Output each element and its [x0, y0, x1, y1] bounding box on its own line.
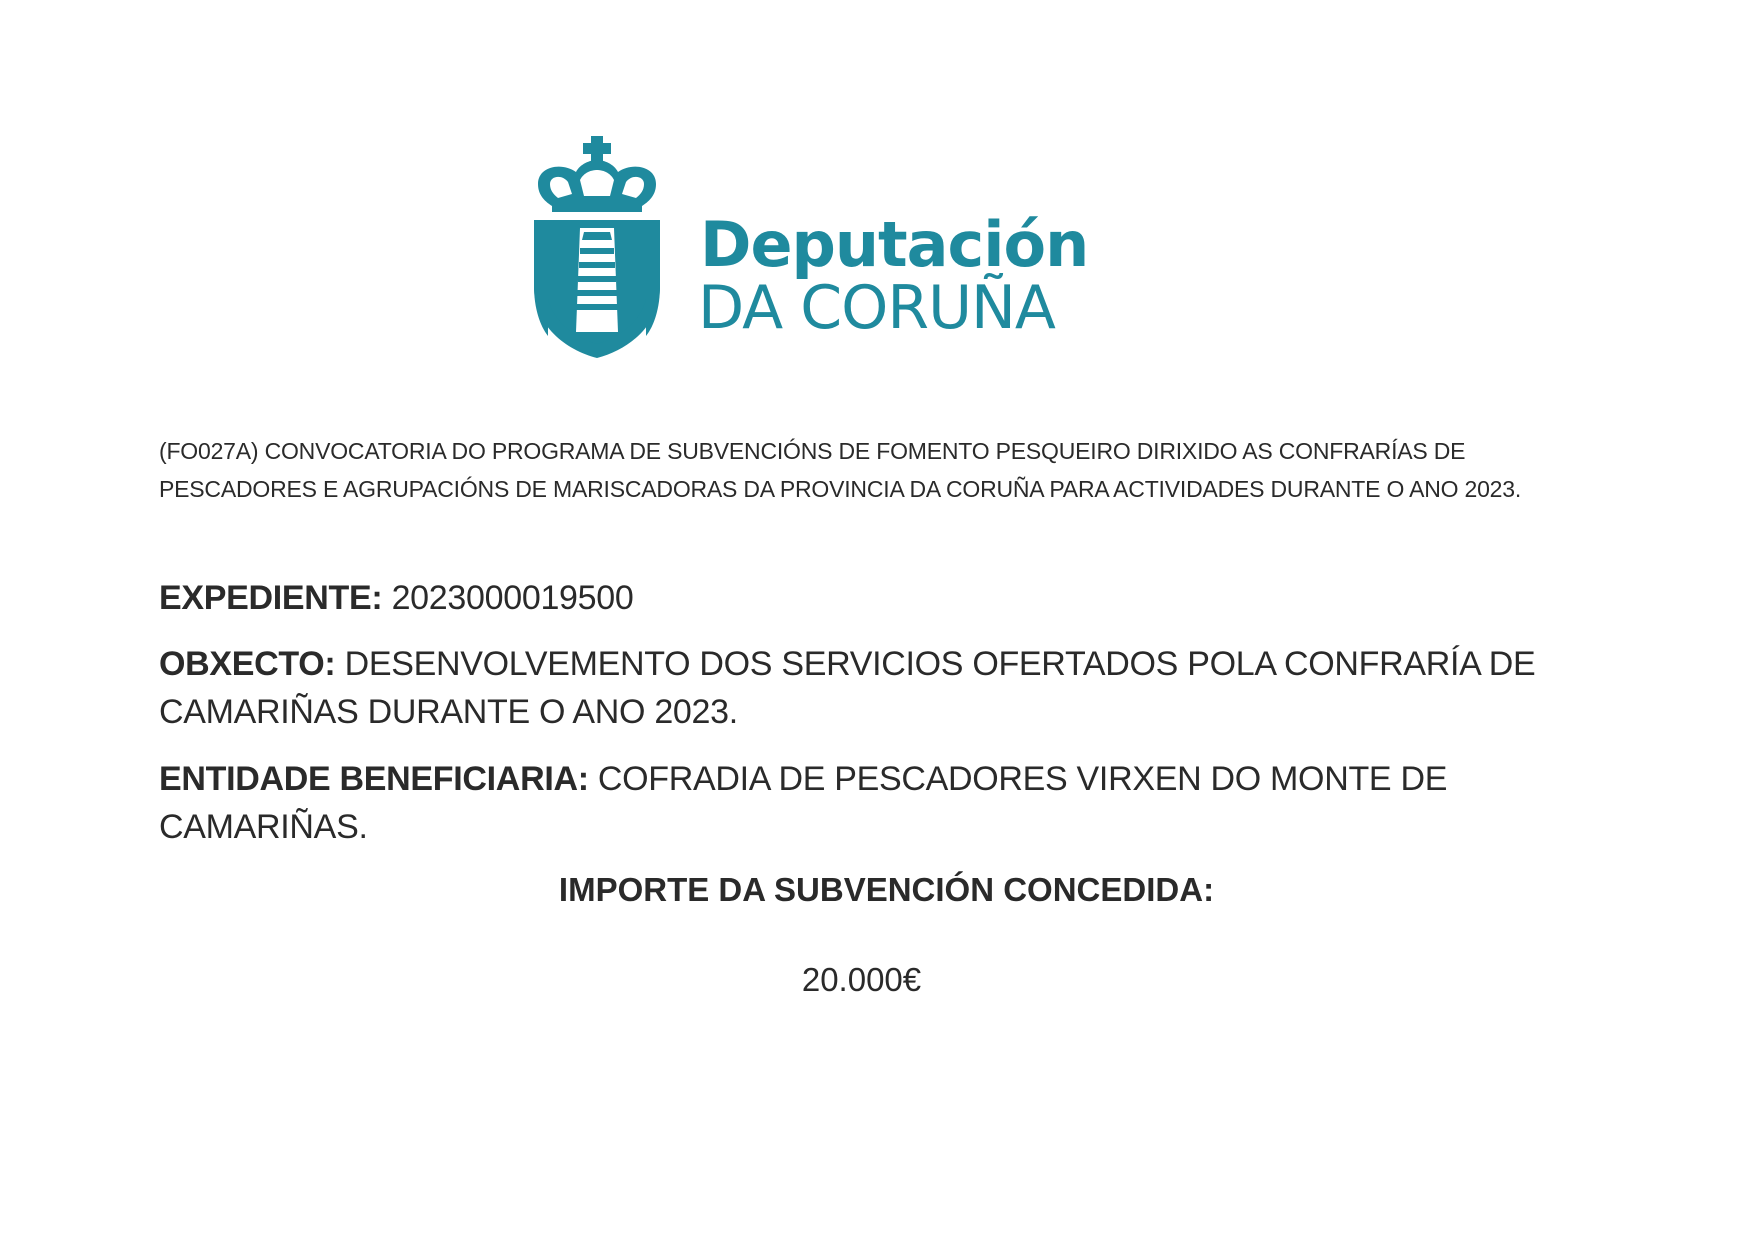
expediente-value: 2023000019500 [391, 579, 634, 617]
obxecto-label: OBXECTO: [159, 645, 336, 683]
convocatoria-heading: (FO027A) CONVOCATORIA DO PROGRAMA DE SUBVENCIÓNS DE FOMENTO PESQUEIRO DIRIXIDO AS CONFRARÍAS DE PESCADORES E AGRUPACIÓNS DE MARISCADORAS DA PROVINCIA DA CORUÑA PARA ACTIVIDADES DURANTE O ANO 2023. [159, 438, 1522, 502]
deputacion-logo [528, 136, 1088, 366]
importe-label: IMPORTE DA SUBVENCIÓN CONCEDIDA: [558, 871, 1215, 908]
importe-value: 20.000€ [801, 961, 922, 998]
entidade-label: ENTIDADE BENEFICIARIA: [159, 760, 589, 798]
crest-icon [528, 136, 666, 358]
entidade-field [159, 755, 1559, 851]
logo-subtitle: DA CORUÑA [698, 273, 1055, 343]
entidade-value: COFRADIA DE PESCADORES VIRXEN DO MONTE DE CAMARIÑAS. [159, 760, 1448, 846]
obxecto-field [159, 640, 1559, 736]
logo-title: Deputación [700, 208, 1089, 281]
expediente-field [159, 574, 1559, 622]
expediente-label: EXPEDIENTE: [159, 579, 383, 617]
obxecto-value: DESENVOLVEMENTO DOS SERVICIOS OFERTADOS POLA CONFRARÍA DE CAMARIÑAS DURANTE O ANO 2023. [159, 645, 1536, 731]
